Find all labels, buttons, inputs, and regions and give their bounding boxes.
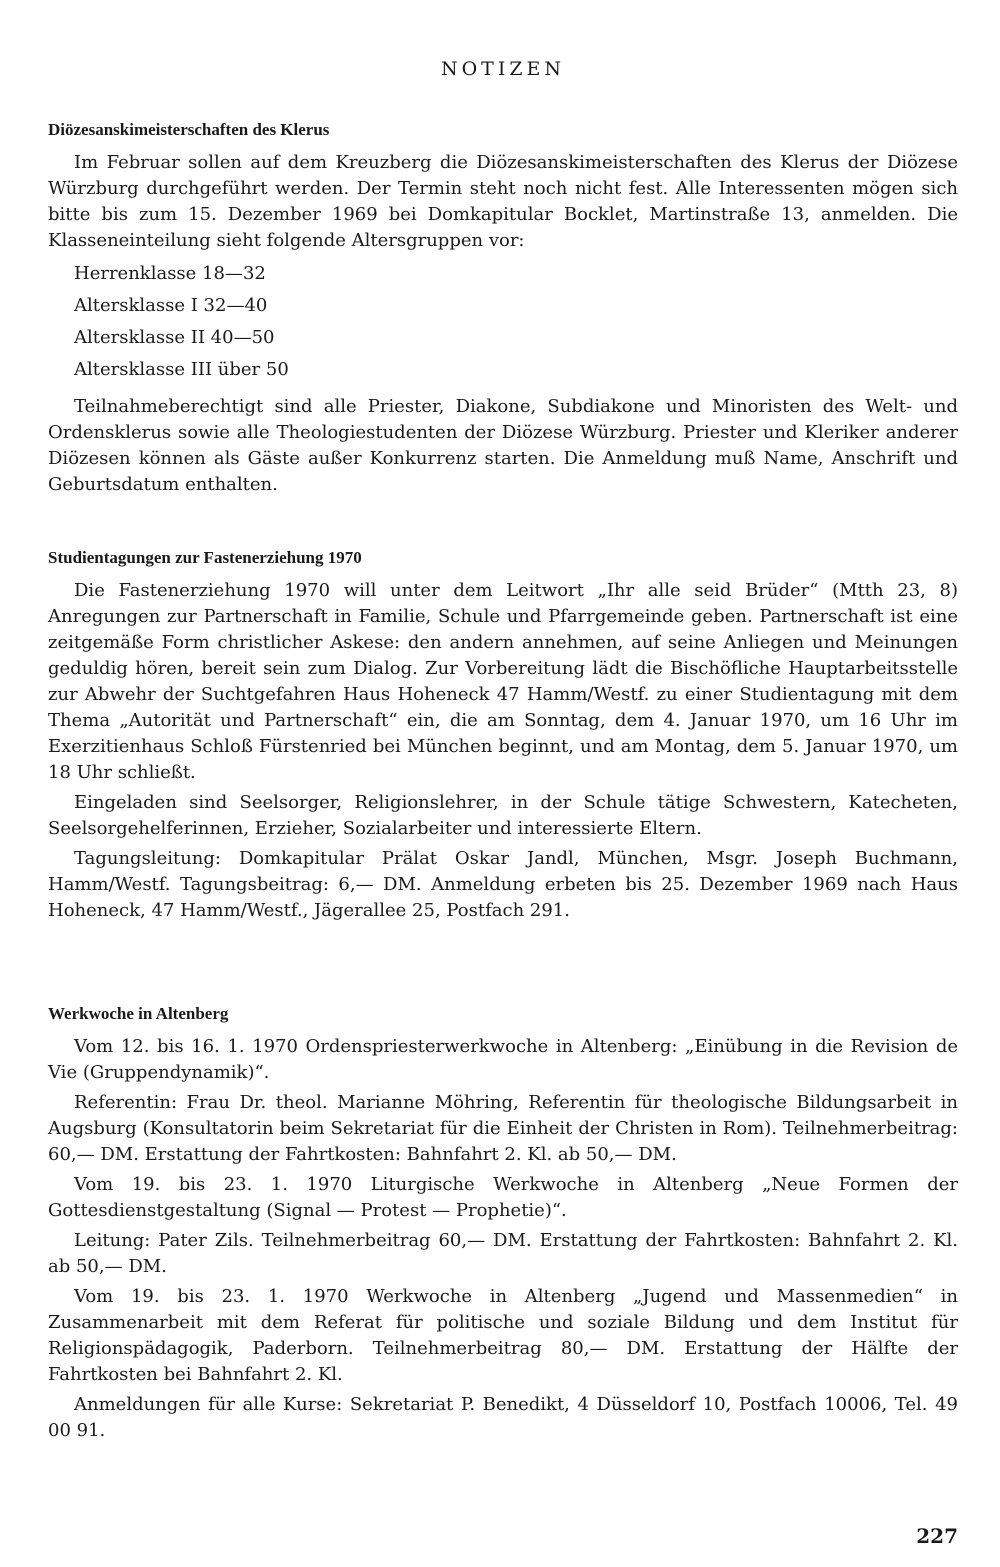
paragraph: Eingeladen sind Seelsorger, Religionslehrer, in der Schule tätige Schwestern, Katecheten, Seelsorgehelferinnen, Erzieher, Sozialarbeiter und interessierte Eltern. — [48, 792, 958, 839]
paragraph: Tagungsleitung: Domkapitular Prälat Oskar Jandl, München, Msgr. Joseph Buchmann, Hamm/Westf. Tagungsbeitrag: 6,— DM. Anmeldung erbeten bis 25. Dezember 1969 nach Haus Hoheneck, 47 Hamm/Westf., Jägerallee 25, Postfach 291. — [48, 848, 958, 921]
paragraph: Anmeldungen für alle Kurse: Sekretariat P. Benedikt, 4 Düsseldorf 10, Postfach 10006, Tel. 49 00 91. — [48, 1394, 958, 1441]
list-item: Altersklasse I 32—40 — [74, 295, 268, 316]
list-item: Herrenklasse 18—32 — [74, 263, 266, 284]
section-heading: Studientagungen zur Fastenerziehung 1970 — [48, 548, 362, 567]
paragraph: Im Februar sollen auf dem Kreuzberg die Diözesanskimeisterschaften des Klerus der Diözese Würzburg durchgeführt werden. Der Termin steht noch nicht fest. Alle Interessenten mögen sich bitte bis zum 15. Dezember 1969 bei Domkapitular Bocklet, Martinstraße 13, anmelden. Die Klasseneinteilung sieht folgende Altersgruppen vor: — [48, 152, 958, 251]
paragraph: Referentin: Frau Dr. theol. Marianne Möhring, Referentin für theologische Bildungsarbeit in Augsburg (Konsultatorin beim Sekretariat für die Einheit der Christen in Rom). Teilnehmerbeitrag: 60,— DM. Erstattung der Fahrtkosten: Bahnfahrt 2. Kl. ab 50,— DM. — [48, 1092, 958, 1165]
page-title: NOTIZEN — [440, 58, 566, 80]
section-heading: Diözesanskimeisterschaften des Klerus — [48, 120, 330, 139]
section-werkwoche — [48, 1004, 958, 1448]
document-page — [48, 0, 958, 1567]
paragraph: Vom 12. bis 16. 1. 1970 Ordenspriesterwerkwoche in Altenberg: „Einübung in die Revision de Vie (Gruppendynamik)“. — [48, 1036, 958, 1083]
paragraph: Leitung: Pater Zils. Teilnehmerbeitrag 60,— DM. Erstattung der Fahrtkosten: Bahnfahrt 2. Kl. ab 50,— DM. — [48, 1230, 958, 1277]
section-skimeisterschaften — [48, 120, 958, 502]
paragraph: Vom 19. bis 23. 1. 1970 Liturgische Werkwoche in Altenberg „Neue Formen der Gottesdienstgestaltung (Signal — Protest — Prophetie)“. — [48, 1174, 958, 1221]
paragraph: Die Fastenerziehung 1970 will unter dem Leitwort „Ihr alle seid Brüder“ (Mtth 23, 8) Anregungen zur Partnerschaft in Familie, Schule und Pfarrgemeinde geben. Partnerschaft ist eine zeitgemäße Form christlicher Askese: den andern annehmen, auf seine Anliegen und Meinungen geduldig hören, bereit sein zum Dialog. Zur Vorbereitung lädt die Bischöfliche Hauptarbeitsstelle zur Abwehr der Suchtgefahren Haus Hoheneck 47 Hamm/Westf. zu einer Studientagung mit dem Thema „Autorität und Partnerschaft“ ein, die am Sonntag, dem 4. Januar 1970, um 16 Uhr im Exerzitienhaus Schloß Fürstenried bei München beginnt, und am Montag, dem 5. Januar 1970, um 18 Uhr schließt. — [48, 580, 958, 783]
list-item: Altersklasse II 40—50 — [74, 327, 275, 348]
paragraph: Teilnahmeberechtigt sind alle Priester, Diakone, Subdiakone und Minoristen des Welt- und Ordensklerus sowie alle Theologiestudenten der Diözese Würzburg. Priester und Kleriker anderer Diözesen können als Gäste außer Konkurrenz starten. Die Anmeldung muß Name, Anschrift und Geburtsdatum enthalten. — [48, 396, 958, 495]
section-fastenerziehung — [48, 548, 958, 928]
list-item: Altersklasse III über 50 — [74, 359, 289, 380]
section-heading: Werkwoche in Altenberg — [48, 1004, 229, 1023]
page-number: 227 — [916, 1524, 958, 1548]
paragraph: Vom 19. bis 23. 1. 1970 Werkwoche in Altenberg „Jugend und Massenmedien“ in Zusammenarbeit mit dem Referat für politische und soziale Bildung und dem Institut für Religionspädagogik, Paderborn. Teilnehmerbeitrag 80,— DM. Erstattung der Hälfte der Fahrtkosten bei Bahnfahrt 2. Kl. — [48, 1286, 958, 1385]
age-class-list — [74, 258, 958, 386]
